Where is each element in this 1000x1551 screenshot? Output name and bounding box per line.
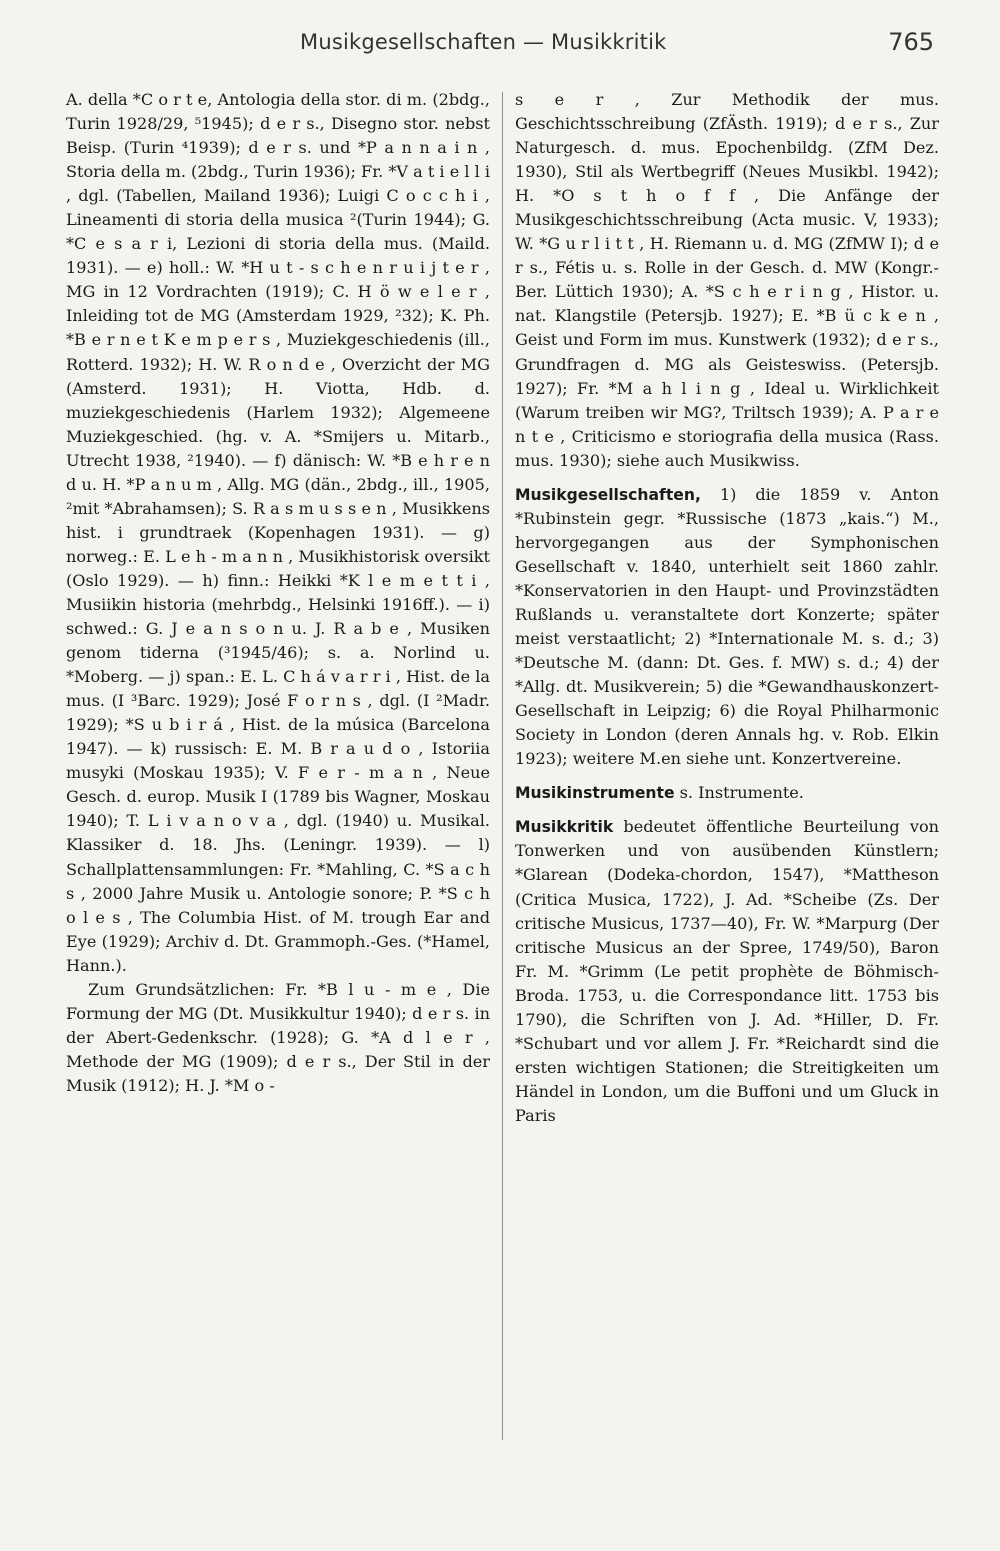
entry-headword: Musikgesellschaften, [515,485,701,504]
right-column [515,88,939,1128]
left-column [66,88,490,1098]
entry-text: s. Instrumente. [679,783,804,803]
column-divider [502,92,503,1440]
page-number: 765 [888,28,934,56]
bibliography-continuation: s e r , Zur Methodik der mus. Geschichtsschreibung (ZfÄsth. 1919); d e r s., Zur Naturgesch. d. mus. Epochenbildg. (ZfM Dez. 1930), Stil als Wertbegriff (Neues Musikbl. 1942); H. *O s t h o f f , Die Anfänge der Musikgeschichtsschreibung (Acta music. V, 1933); W. *G u r l i t t , H. Riemann u. d. MG (ZfMW I); d e r s., Fétis u. s. Rolle in der Gesch. d. MW (Kongr.-Ber. Lüttich 1930); A. *S c h e r i n g , Histor. u. nat. Klangstile (Petersjb. 1927); E. *B ü c k e n , Geist und Form im mus. Kunstwerk (1932); d e r s., Grundfragen d. MG als Geisteswiss. (Petersjb. 1927); Fr. *M a h l i n g , Ideal u. Wirklichkeit (Warum treiben wir MG?, Triltsch 1939); A. P a r e n t e , Criticismo e storiografia della musica (Rass. mus. 1930); siehe auch Musikwiss. [515,90,939,470]
entry-headword: Musikkritik [515,818,614,837]
entry-text: bedeutet öffentliche Beurteilung von Tonwerken und von ausübenden Künstlern; *Glarean (Dodeka-chordon, 1547), *Mattheson (Critica Musica, 1722), J. Ad. *Scheibe (Zs. Der critische Musicus, 1737—40), Fr. W. *Marpurg (Der critische Musicus an der Spree, 1749/50), Baron Fr. M. *Grimm (Le petit prophète de Böhmisch-Broda. 1753, u. die Correspondance litt. 1753 bis 1790), die Schriften von J. Ad. *Hiller, D. Fr. *Schubart und vor allem J. Fr. *Reichardt sind die ersten wichtigen Stationen; die Streitigkeiten um Händel in London, um die Buffoni und um Gluck in Paris [515,817,940,1125]
dictionary-entry [515,781,939,805]
entry-text: 1) die 1859 v. Anton *Rubinstein gegr. *Russische (1873 „kais.“) M., hervorgegangen aus der Symphonischen Gesellschaft v. 1840, unterhielt seit 1860 zahlr. *Konservatorien in den Haupt- und Provinzstädten Rußlands u. veranstaltete dort Konzerte; später meist verstaatlicht; 2) *Internationale M. s. d.; 3) *Deutsche M. (dann: Dt. Ges. f. MW) s. d.; 4) der *Allg. dt. Musikverein; 5) die *Gewandhauskonzert-Gesellschaft in Leipzig; 6) die Royal Philharmonic Society in London (deren Annals hg. v. Rob. Elkin 1923); weitere M.en siehe unt. Konzertvereine. [515,484,939,769]
dictionary-entry [515,815,939,1128]
bibliography-paragraph: Zum Grundsätzlichen: Fr. *B l u - m e , Die Formung der MG (Dt. Musikkultur 1940); d e r s. in der Abert-Gedenkschr. (1928); G. *A d l e r , Methode der MG (1909); d e r s., Der Stil in der Musik (1912); H. J. *M o - [66,979,490,1095]
bibliography-paragraph: A. della *C o r t e, Antologia della stor. di m. (2bdg., Turin 1928/29, ⁵1945); d e r s., Disegno stor. nebst Beisp. (Turin ⁴1939); d e r s. und *P a n n a i n , Storia della m. (2bdg., Turin 1936); Fr. *V a t i e l l i , dgl. (Tabellen, Mailand 1936); Luigi C o c c h i , Lineamenti di storia della musica ²(Turin 1944); G. *C e s a r i, Lezioni di storia della mus. (Maild. 1931). — e) holl.: W. *H u t - s c h e n r u i j t e r , MG in 12 Vordrachten (1919); C. H ö w e l e r , Inleiding tot de MG (Amsterdam 1929, ²32); K. Ph. *B e r n e t K e m p e r s , Muziekgeschiedenis (ill., Rotterd. 1932); H. W. R o n d e , Overzicht der MG (Amsterd. 1931); H. Viotta, Hdb. d. muziekgeschiedenis (Harlem 1932); Algemeene Muziekgeschied. (hg. v. A. *Smijers u. Mitarb., Utrecht 1938, ²1940). — f) dänisch: W. *B e h r e n d u. H. *P a n u m , Allg. MG (dän., 2bdg., ill., 1905, ²mit *Abrahamsen); S. R a s m u s s e n , Musikkens hist. i grundtraek (Kopenhagen 1931). — g) norweg.: E. L e h - m a n n , Musikhistorisk oversikt (Oslo 1929). — h) finn.: Heikki *K l e m e t t i , Musiikin historia (mehrbdg., Helsinki 1916ff.). — i) schwed.: G. J e a n s o n u. J. R a b e , Musiken genom tiderna (³1945/46); s. a. Norlind u. *Moberg. — j) span.: E. L. C h á v a r r i , Hist. de la mus. (I ³Barc. 1929); José F o r n s , dgl. (I ²Madr. 1929); *S u b i r á , Hist. de la música (Barcelona 1947). — k) russisch: E. M. B r a u d o , Istoriia musyki (Moskau 1935); V. F e r - m a n , Neue Gesch. d. europ. Musik I (1789 bis Wagner, Moskau 1940); T. L i v a n o v a , dgl. (1940) u. Musikal. Klassiker d. 18. Jhs. (Leningr. 1939). — l) Schallplattensammlungen: Fr. *Mahling, C. *S a c h s , 2000 Jahre Musik u. Antologie sonore; P. *S c h o l e s , The Columbia Hist. of M. trough Ear and Eye (1929); Archiv d. Dt. Grammoph.-Ges. (*Hamel, Hann.). [66,90,491,975]
entry-headword: Musikinstrumente [515,784,675,803]
dictionary-entry [515,483,939,772]
running-title: Musikgesellschaften — Musikkritik [300,30,667,54]
running-header [0,30,1000,66]
